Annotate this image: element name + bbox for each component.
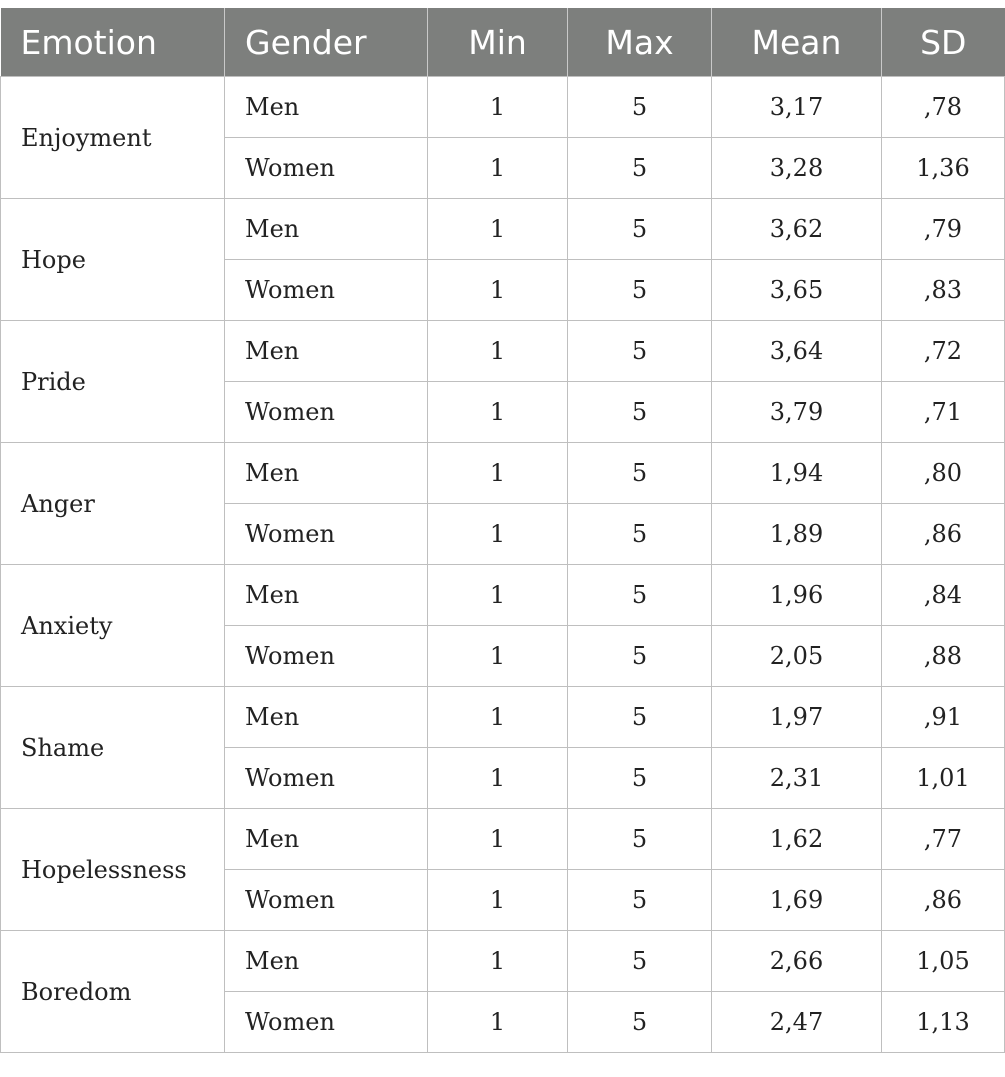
- gender-cell: Women: [225, 992, 428, 1053]
- table-row: [1, 931, 1005, 992]
- header-min: Min: [428, 8, 568, 77]
- gender-cell: Women: [225, 260, 428, 321]
- min-cell: 1: [428, 321, 568, 382]
- emotion-cell: Hopelessness: [1, 809, 225, 931]
- max-cell: 5: [568, 809, 712, 870]
- gender-cell: Men: [225, 931, 428, 992]
- max-cell: 5: [568, 687, 712, 748]
- sd-cell: ,86: [882, 870, 1005, 931]
- emotion-cell: Anxiety: [1, 565, 225, 687]
- header-row: [1, 8, 1005, 77]
- max-cell: 5: [568, 443, 712, 504]
- mean-cell: 2,05: [712, 626, 882, 687]
- gender-cell: Men: [225, 565, 428, 626]
- min-cell: 1: [428, 504, 568, 565]
- header-gender: Gender: [225, 8, 428, 77]
- gender-cell: Women: [225, 748, 428, 809]
- mean-cell: 1,96: [712, 565, 882, 626]
- mean-cell: 1,97: [712, 687, 882, 748]
- mean-cell: 3,79: [712, 382, 882, 443]
- min-cell: 1: [428, 443, 568, 504]
- mean-cell: 3,64: [712, 321, 882, 382]
- min-cell: 1: [428, 809, 568, 870]
- max-cell: 5: [568, 382, 712, 443]
- max-cell: 5: [568, 931, 712, 992]
- emotion-cell: Hope: [1, 199, 225, 321]
- emotion-cell: Pride: [1, 321, 225, 443]
- min-cell: 1: [428, 260, 568, 321]
- min-cell: 1: [428, 931, 568, 992]
- sd-cell: 1,13: [882, 992, 1005, 1053]
- table-row: [1, 199, 1005, 260]
- emotion-cell: Anger: [1, 443, 225, 565]
- table-row: [1, 321, 1005, 382]
- min-cell: 1: [428, 687, 568, 748]
- mean-cell: 1,69: [712, 870, 882, 931]
- sd-cell: 1,05: [882, 931, 1005, 992]
- gender-cell: Men: [225, 809, 428, 870]
- sd-cell: ,84: [882, 565, 1005, 626]
- mean-cell: 3,62: [712, 199, 882, 260]
- mean-cell: 2,31: [712, 748, 882, 809]
- sd-cell: ,88: [882, 626, 1005, 687]
- min-cell: 1: [428, 77, 568, 138]
- max-cell: 5: [568, 992, 712, 1053]
- header-max: Max: [568, 8, 712, 77]
- mean-cell: 3,65: [712, 260, 882, 321]
- max-cell: 5: [568, 565, 712, 626]
- min-cell: 1: [428, 626, 568, 687]
- mean-cell: 2,47: [712, 992, 882, 1053]
- min-cell: 1: [428, 870, 568, 931]
- mean-cell: 2,66: [712, 931, 882, 992]
- mean-cell: 1,89: [712, 504, 882, 565]
- gender-cell: Men: [225, 199, 428, 260]
- sd-cell: ,91: [882, 687, 1005, 748]
- max-cell: 5: [568, 321, 712, 382]
- sd-cell: ,79: [882, 199, 1005, 260]
- sd-cell: ,78: [882, 77, 1005, 138]
- emotion-cell: Boredom: [1, 931, 225, 1053]
- gender-cell: Men: [225, 77, 428, 138]
- gender-cell: Women: [225, 504, 428, 565]
- gender-cell: Men: [225, 321, 428, 382]
- sd-cell: ,71: [882, 382, 1005, 443]
- min-cell: 1: [428, 199, 568, 260]
- sd-cell: 1,36: [882, 138, 1005, 199]
- gender-cell: Men: [225, 443, 428, 504]
- max-cell: 5: [568, 626, 712, 687]
- table-row: [1, 809, 1005, 870]
- table-header: [1, 8, 1005, 77]
- table-row: [1, 687, 1005, 748]
- max-cell: 5: [568, 77, 712, 138]
- gender-cell: Women: [225, 138, 428, 199]
- header-emotion: Emotion: [1, 8, 225, 77]
- sd-cell: 1,01: [882, 748, 1005, 809]
- sd-cell: ,77: [882, 809, 1005, 870]
- min-cell: 1: [428, 748, 568, 809]
- max-cell: 5: [568, 870, 712, 931]
- table-row: [1, 565, 1005, 626]
- table-body: [1, 77, 1005, 1053]
- emotion-cell: Enjoyment: [1, 77, 225, 199]
- max-cell: 5: [568, 260, 712, 321]
- sd-cell: ,72: [882, 321, 1005, 382]
- sd-cell: ,86: [882, 504, 1005, 565]
- min-cell: 1: [428, 565, 568, 626]
- header-mean: Mean: [712, 8, 882, 77]
- gender-cell: Women: [225, 626, 428, 687]
- emotion-cell: Shame: [1, 687, 225, 809]
- gender-cell: Men: [225, 687, 428, 748]
- min-cell: 1: [428, 138, 568, 199]
- max-cell: 5: [568, 138, 712, 199]
- table-row: [1, 443, 1005, 504]
- max-cell: 5: [568, 199, 712, 260]
- max-cell: 5: [568, 748, 712, 809]
- max-cell: 5: [568, 504, 712, 565]
- header-sd: SD: [882, 8, 1005, 77]
- mean-cell: 1,94: [712, 443, 882, 504]
- mean-cell: 3,28: [712, 138, 882, 199]
- table-container: [0, 8, 1004, 1053]
- sd-cell: ,80: [882, 443, 1005, 504]
- emotion-statistics-table: [0, 8, 1005, 1053]
- mean-cell: 3,17: [712, 77, 882, 138]
- table-row: [1, 77, 1005, 138]
- gender-cell: Women: [225, 870, 428, 931]
- min-cell: 1: [428, 382, 568, 443]
- mean-cell: 1,62: [712, 809, 882, 870]
- gender-cell: Women: [225, 382, 428, 443]
- sd-cell: ,83: [882, 260, 1005, 321]
- min-cell: 1: [428, 992, 568, 1053]
